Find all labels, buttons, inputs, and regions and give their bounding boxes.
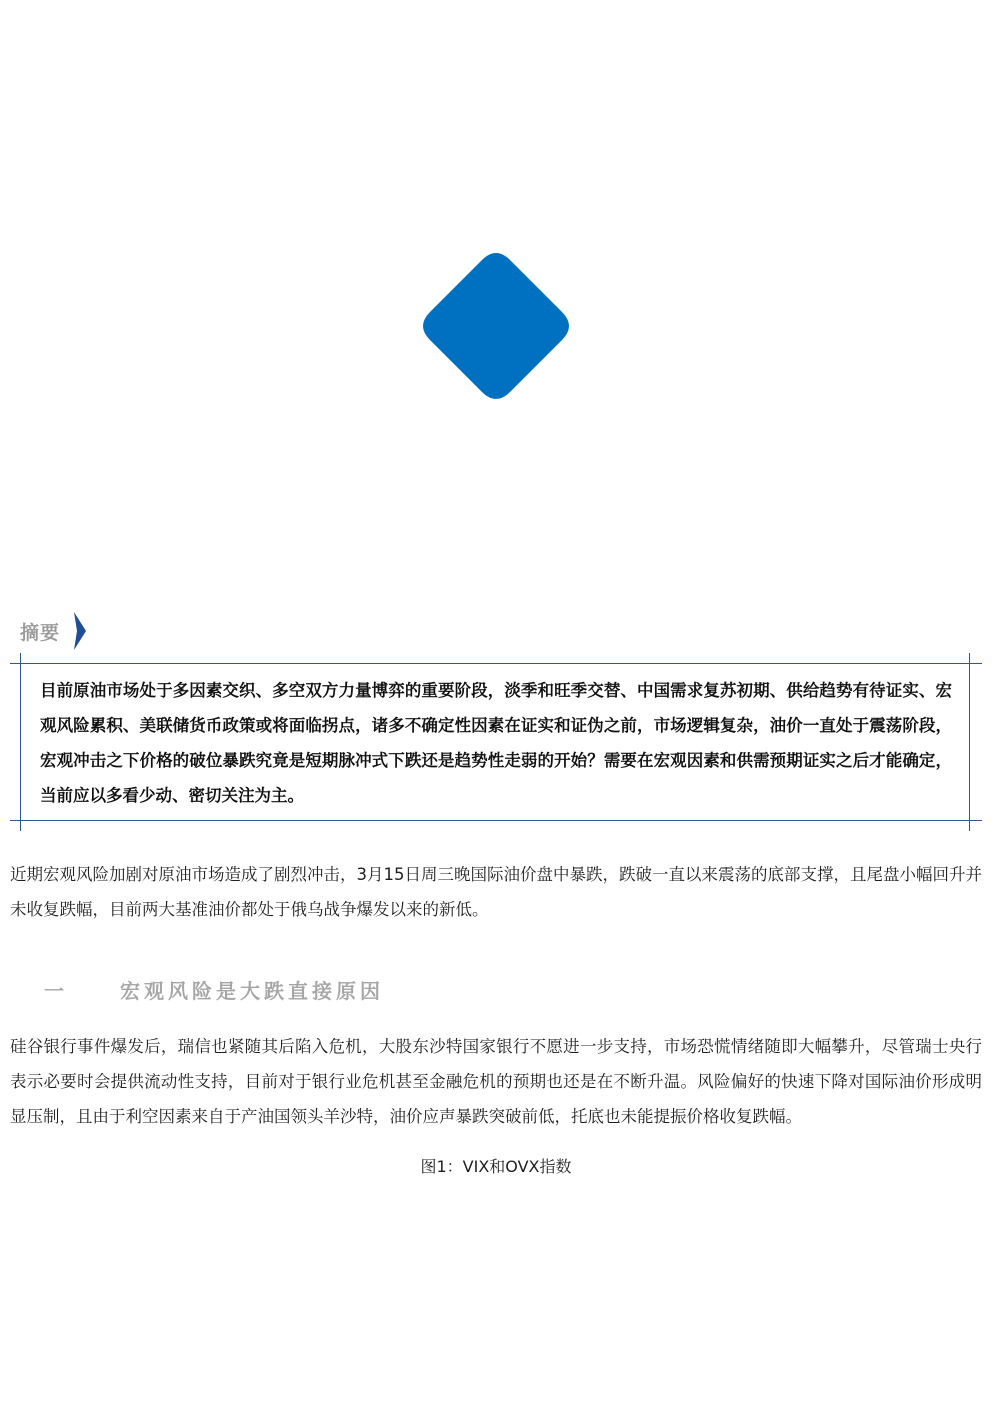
abstract-heading bbox=[20, 612, 86, 650]
figure-caption: 图1：VIX和OVX指数 bbox=[420, 1157, 572, 1176]
section-title: 宏观风险是大跌直接原因 bbox=[120, 978, 384, 1003]
abstract-box-left-border bbox=[20, 653, 21, 831]
abstract-text: 目前原油市场处于多因素交织、多空双方力量博弈的重要阶段，淡季和旺季交替、中国需求复苏初期、供给趋势有待证实、宏观风险累积、美联储货币政策或将面临拐点，诸多不确定性因素在证实和证伪之前，市场逻辑复杂，油价一直处于震荡阶段，宏观冲击之下价格的破位暴跌究竟是短期脉冲式下跌还是趋势性走弱的开始？需要在宏观因素和供需预期证实之后才能确定，当前应以多看少动、密切关注为主。 bbox=[40, 681, 952, 805]
abstract-box-top-border bbox=[10, 663, 982, 664]
section-number: 一 bbox=[44, 978, 64, 1003]
abstract-label: 摘要 bbox=[20, 621, 61, 644]
abstract-box-bottom-border bbox=[10, 820, 982, 821]
chevron-right-icon bbox=[74, 612, 86, 650]
abstract-box bbox=[20, 663, 970, 821]
section-paragraph: 硅谷银行事件爆发后，瑞信也紧随其后陷入危机，大股东沙特国家银行不愿进一步支持，市场恐慌情绪随即大幅攀升，尽管瑞士央行表示必要时会提供流动性支持，目前对于银行业危机甚至金融危机的预期也还是在不断升温。风险偏好的快速下降对国际油价形成明显压制，且由于利空因素来自于产油国领头羊沙特，油价应声暴跌突破前低，托底也未能提振价格收复跌幅。 bbox=[10, 1037, 982, 1126]
abstract-box-right-border bbox=[969, 653, 970, 831]
section-heading bbox=[44, 970, 384, 1008]
intro-paragraph: 近期宏观风险加剧对原油市场造成了剧烈冲击，3月15日周三晚国际油价盘中暴跌，跌破一直以来震荡的底部支撑，且尾盘小幅回升并未收复跌幅，目前两大基准油价都处于俄乌战争爆发以来的新低。 bbox=[10, 865, 982, 919]
diamond-logo-icon bbox=[423, 253, 569, 399]
